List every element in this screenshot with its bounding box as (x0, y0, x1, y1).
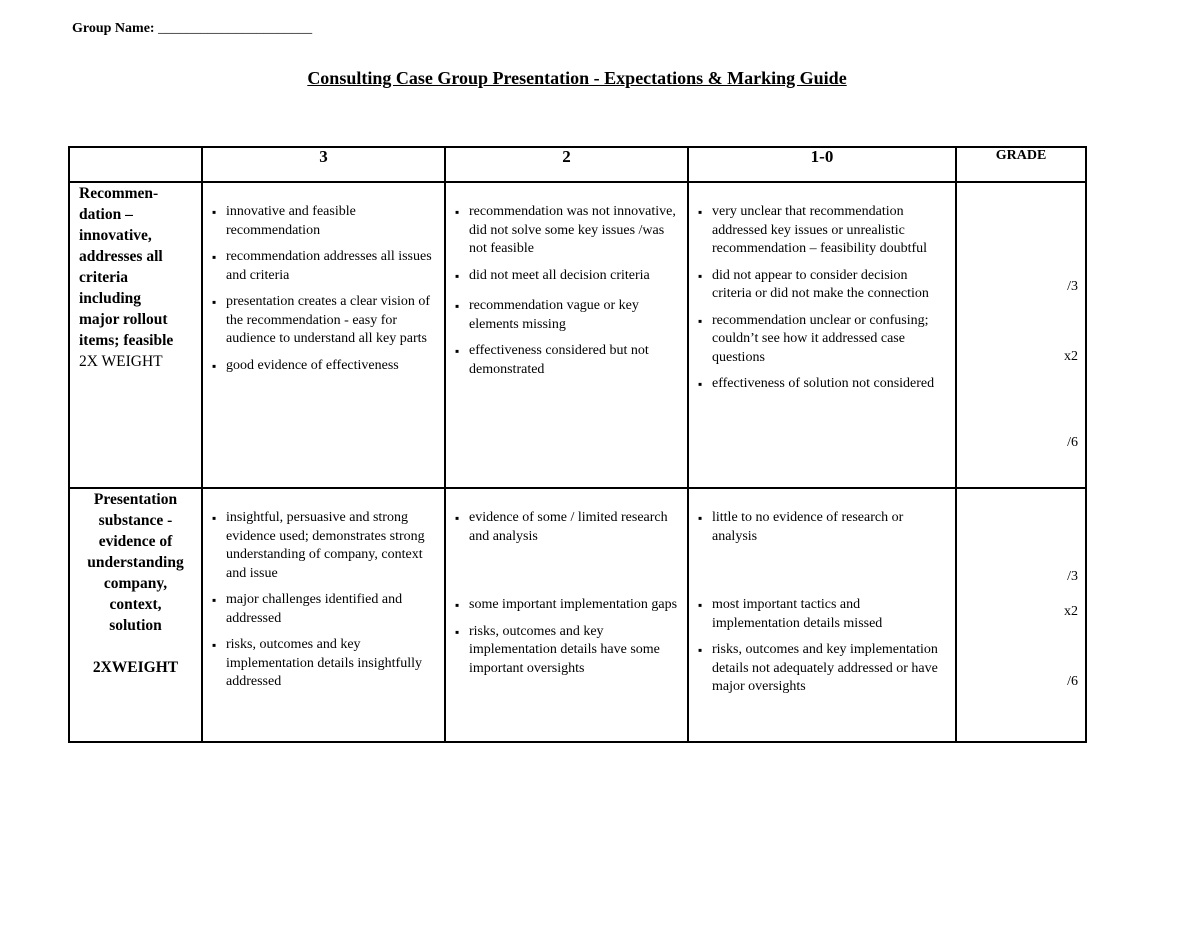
list-item: ▪ recommendation addresses all issues and criteria (211, 248, 438, 285)
criterion-line: solution (109, 617, 162, 634)
criterion-line: innovative, (79, 227, 152, 244)
list-item: ▪ risks, outcomes and key implementation details insightfully addressed (211, 636, 438, 692)
grade-cell (956, 182, 1086, 488)
grade-out-of-6: /6 (1067, 674, 1078, 689)
list-item: ▪ recommendation unclear or confusing; couldn’t see how it addressed case questions (697, 312, 949, 368)
criterion-line: context, (109, 596, 162, 613)
criterion-line: addresses all (79, 248, 163, 265)
score-2-cell (445, 182, 688, 488)
list-item: ▪ little to no evidence of research or analysis (697, 509, 949, 546)
grade-out-of-3: /3 (1067, 279, 1078, 294)
group-name-field (72, 21, 312, 37)
list-item: ▪ innovative and feasible recommendation (211, 203, 438, 240)
criterion-line: including (79, 290, 142, 307)
list-item: ▪ some important implementation gaps (454, 596, 681, 615)
criterion-line: criteria (79, 269, 129, 286)
column-header-1-0-label: 1-0 (810, 147, 834, 166)
group-name-blank: ______________________ (158, 21, 313, 36)
table-row (69, 488, 1086, 742)
list-item: ▪ did not meet all decision criteria (454, 267, 681, 286)
score-2-cell (445, 488, 688, 742)
criterion-line: understanding (87, 554, 184, 571)
column-header-grade: GRADE (956, 147, 1086, 182)
criterion-line: items; feasible (79, 332, 174, 349)
grade-weight-multiplier: x2 (1064, 349, 1078, 364)
criterion-line: dation – (79, 206, 133, 223)
list-item: ▪ risks, outcomes and key implementation details have some important oversights (454, 623, 681, 679)
marking-guide-table (68, 146, 1087, 743)
column-header-3-label: 3 (319, 147, 328, 166)
list-item: ▪ effectiveness of solution not considered (697, 375, 949, 394)
score-3-cell (202, 182, 445, 488)
list-item: ▪ major challenges identified and addressed (211, 591, 438, 628)
criterion-line: major rollout (79, 311, 168, 328)
criterion-line: substance - (98, 512, 173, 529)
list-item: ▪ recommendation was not innovative, did not solve some key issues /was not feasible (454, 203, 681, 259)
criterion-line: Recommen- (79, 185, 159, 202)
weight-label: 2X WEIGHT (79, 353, 163, 370)
table-row (69, 182, 1086, 488)
grade-weight-multiplier: x2 (1064, 604, 1078, 619)
list-item: ▪ recommendation vague or key elements missing (454, 297, 681, 334)
list-item: ▪ presentation creates a clear vision of the recommendation - easy for audience to understand all key parts (211, 293, 438, 349)
grade-out-of-3: /3 (1067, 569, 1078, 584)
criterion-line: company, (103, 575, 168, 592)
list-item: ▪ effectiveness considered but not demonstrated (454, 342, 681, 379)
score-1-0-cell (688, 182, 956, 488)
criterion-line: evidence of (98, 533, 173, 550)
list-item: ▪ insightful, persuasive and strong evidence used; demonstrates strong understanding of company, context and issue (211, 509, 438, 583)
list-item: ▪ evidence of some / limited research and analysis (454, 509, 681, 546)
group-name-label: Group Name: (72, 21, 155, 36)
list-item: ▪ most important tactics and implementation details missed (697, 596, 949, 633)
table-header-row (69, 147, 1086, 182)
page-title: Consulting Case Group Presentation - Expectations & Marking Guide (307, 68, 847, 88)
column-header-1-0 (688, 147, 956, 182)
list-item: ▪ risks, outcomes and key implementation details not adequately addressed or have major oversights (697, 641, 949, 697)
criterion-line: Presentation (93, 491, 178, 508)
grade-cell (956, 488, 1086, 742)
grade-out-of-6: /6 (1067, 435, 1078, 450)
weight-label: 2XWEIGHT (92, 659, 179, 676)
criterion-cell-presentation-substance (69, 488, 202, 742)
criterion-cell-recommendation (69, 182, 202, 488)
score-1-0-cell (688, 488, 956, 742)
column-header-2-label: 2 (562, 147, 571, 166)
list-item: ▪ very unclear that recommendation addressed key issues or unrealistic recommendation – feasibility doubtful (697, 203, 949, 259)
score-3-cell (202, 488, 445, 742)
list-item: ▪ did not appear to consider decision criteria or did not make the connection (697, 267, 949, 304)
list-item: ▪ good evidence of effectiveness (211, 357, 438, 376)
column-header-3 (202, 147, 445, 182)
column-header-2 (445, 147, 688, 182)
column-header-criteria (69, 147, 202, 182)
